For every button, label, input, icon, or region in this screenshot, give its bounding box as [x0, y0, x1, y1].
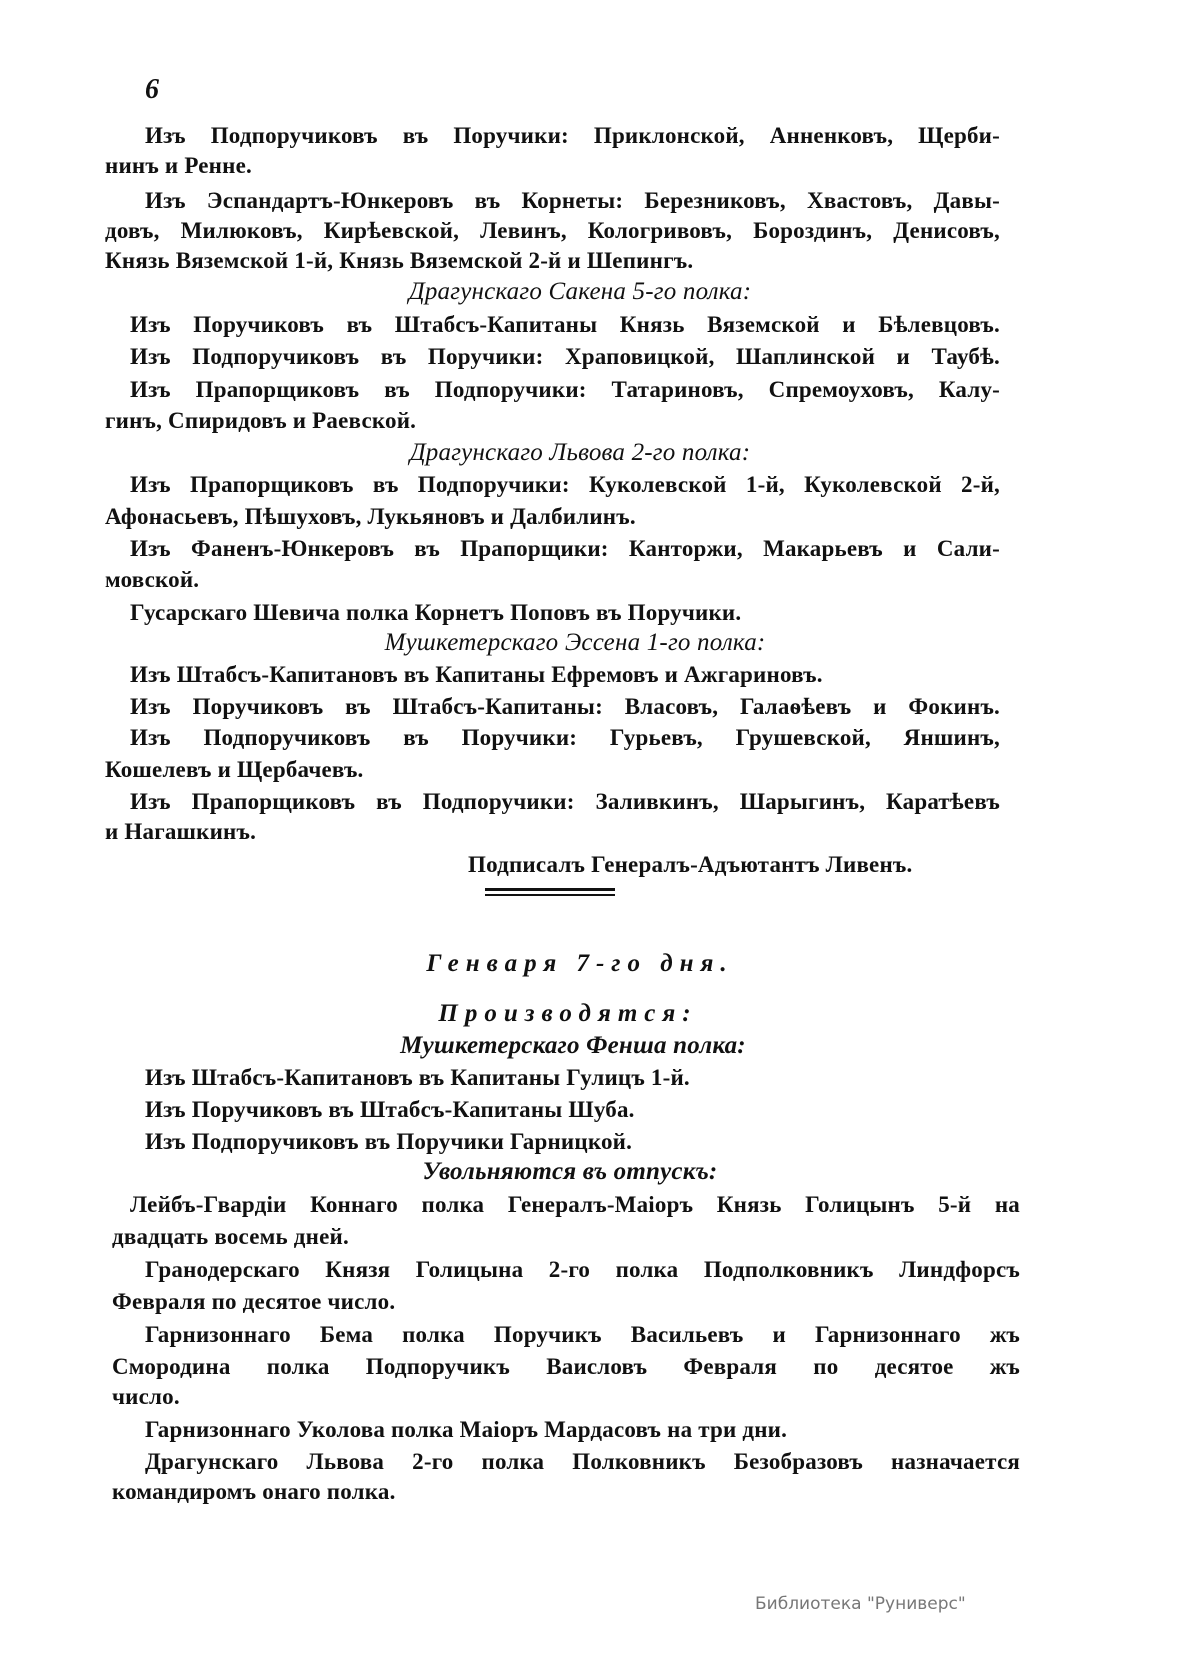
text-line: Лейбъ-Гвардіи Коннаго полка Генералъ-Маіоръ Князь Голицынъ 5-й на	[130, 1192, 1020, 1217]
text-line: Князь Вяземской 1-й, Князь Вяземской 2-й и Шепингъ.	[105, 248, 694, 273]
text-line: Смородина полка Подпоручикъ Ваисловъ Февраля по десятое жъ	[112, 1354, 1020, 1379]
text-line: нинъ и Ренне.	[105, 153, 252, 178]
text-line: Гарнизоннаго Бема полка Поручикъ Васильевъ и Гарнизоннаго жъ	[145, 1322, 1020, 1347]
text-line: Изъ Поручиковъ въ Штабсъ-Капитаны: Власовъ, Галаѳѣевъ и Фокинъ.	[130, 694, 1000, 719]
text-line: Изъ Прапорщиковъ въ Подпоручики: Куколевской 1-й, Куколевской 2-й,	[130, 472, 1000, 497]
text-line: Изъ Поручиковъ въ Штабсъ-Капитаны Князь Вяземской и Бѣлевцовъ.	[130, 312, 1000, 337]
text-line: Изъ Штабсъ-Капитановъ въ Капитаны Ефремовъ и Ажгариновъ.	[130, 662, 823, 687]
text-line: гинъ, Спиридовъ и Раевской.	[105, 408, 417, 433]
section-heading: Увольняются въ отпускъ:	[422, 1158, 718, 1185]
section-heading: Драгунскаго Львова 2-го полка:	[409, 439, 751, 466]
section-heading: Мушкетерскаго Эссена 1-го полка:	[384, 629, 766, 656]
text-line: Изъ Подпоручиковъ въ Поручики: Храповицкой, Шаплинской и Таубѣ.	[130, 344, 1000, 369]
text-line: Драгунскаго Львова 2-го полка Полковникъ Безобразовъ назначается	[145, 1449, 1020, 1474]
text-line: Гранодерскаго Князя Голицына 2-го полка Подполковникъ Линдфорсъ	[145, 1257, 1020, 1282]
text-line: Изъ Прапорщиковъ въ Подпоручики: Заливкинъ, Шарыгинъ, Каратѣевъ	[130, 789, 1000, 814]
section-heading: Производятся:	[438, 1000, 698, 1027]
text-line: Подписалъ Генералъ-Адъютантъ Ливенъ.	[468, 852, 913, 877]
text-line: Гусарскаго Шевича полка Корнетъ Поповъ въ Поручики.	[130, 600, 742, 625]
text-line: двадцать восемь дней.	[112, 1224, 349, 1249]
text-line: довъ, Милюковъ, Кирѣевской, Левинъ, Кологривовъ, Бороздинъ, Денисовъ,	[105, 218, 1000, 243]
text-line: и Нагашкинъ.	[105, 819, 257, 844]
text-line: командиромъ онаго полка.	[112, 1479, 396, 1504]
text-line: Изъ Подпоручиковъ въ Поручики: Гурьевъ, Грушевской, Яншинъ,	[130, 725, 1000, 750]
library-watermark: Библиотека "Руниверс"	[755, 1594, 966, 1614]
text-line: Февраля по десятое число.	[112, 1289, 396, 1314]
section-heading: Мушкетерскаго Фенша полка:	[400, 1032, 746, 1059]
text-line: Кошелевъ и Щербачевъ.	[105, 757, 364, 782]
text-line: Изъ Фаненъ-Юнкеровъ въ Прапорщики: Канторжи, Макарьевъ и Сали-	[130, 536, 1000, 561]
text-line: Изъ Подпоручиковъ въ Поручики: Приклонской, Анненковъ, Щерби-	[145, 123, 1000, 148]
section-divider	[485, 888, 615, 896]
section-heading: Генваря 7-го дня.	[426, 950, 734, 977]
text-line: Изъ Поручиковъ въ Штабсъ-Капитаны Шуба.	[145, 1097, 635, 1122]
page-number: 6	[145, 74, 159, 105]
text-line: Изъ Прапорщиковъ въ Подпоручики: Татариновъ, Спремоуховъ, Калу-	[130, 377, 1000, 402]
section-heading: Драгунскаго Сакена 5-го полка:	[408, 278, 752, 305]
text-line: Гарнизоннаго Уколова полка Маіоръ Мардасовъ на три дни.	[145, 1417, 788, 1442]
text-line: число.	[112, 1384, 180, 1409]
text-line: Изъ Штабсъ-Капитановъ въ Капитаны Гулицъ 1-й.	[145, 1065, 690, 1090]
text-line: Изъ Подпоручиковъ въ Поручики Гарницкой.	[145, 1129, 633, 1154]
text-line: Изъ Эспандартъ-Юнкеровъ въ Корнеты: Березниковъ, Хвастовъ, Давы-	[145, 188, 1000, 213]
text-line: мовской.	[105, 567, 200, 592]
text-line: Афонасьевъ, Пѣшуховъ, Лукьяновъ и Далбилинъ.	[105, 504, 636, 529]
